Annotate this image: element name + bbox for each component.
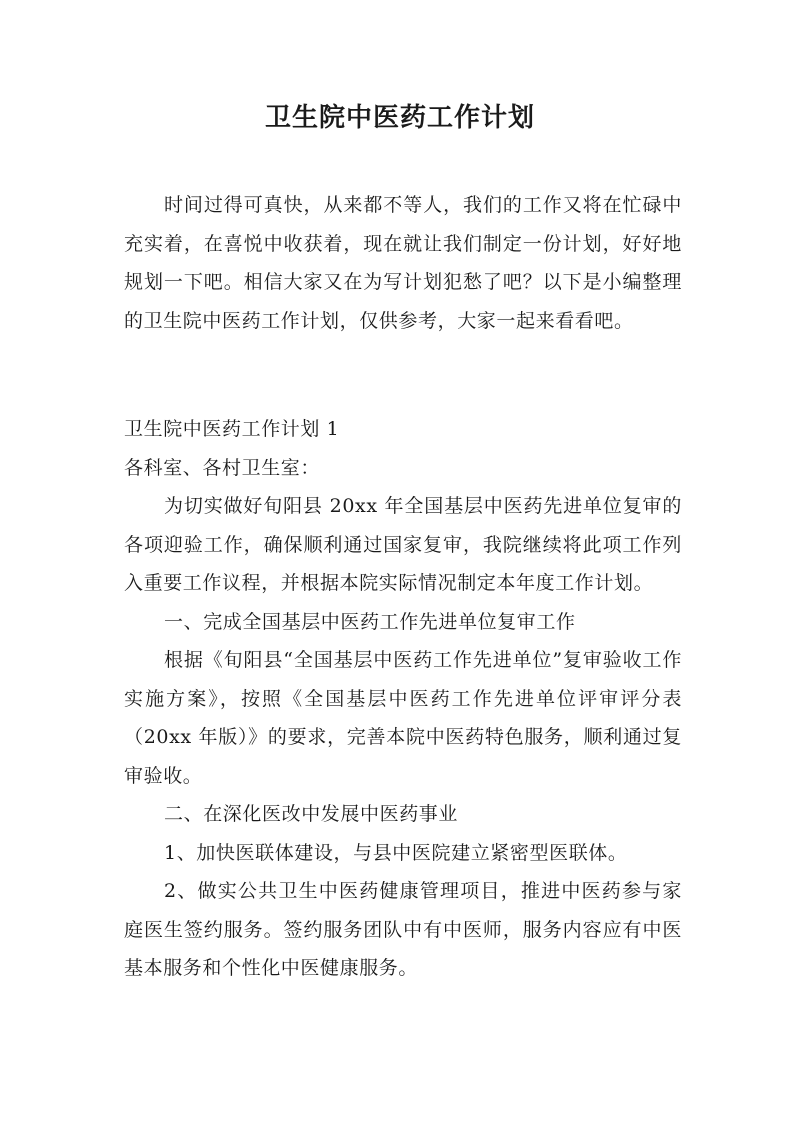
intro-block	[124, 186, 682, 340]
plan-section	[124, 410, 682, 988]
body-paragraph: 为切实做好旬阳县 20xx 年全国基层中医药先进单位复审的各项迎验工作，确保顺利通过国家复审，我院继续将此项工作列入重要工作议程，并根据本院实际情况制定本年度工作计划。	[124, 495, 682, 594]
intro-paragraph: 时间过得可真快，从来都不等人，我们的工作又将在忙碌中充实着，在喜悦中收获着，现在就让我们制定一份计划，好好地规划一下吧。相信大家又在为写计划犯愁了吧？以下是小编整理的卫生院中医药工作计划，仅供参考，大家一起来看看吧。	[124, 194, 682, 332]
list-item: 2、做实公共卫生中医药健康管理项目，推进中医药参与家庭医生签约服务。签约服务团队中有中医师，服务内容应有中医基本服务和个性化中医健康服务。	[124, 880, 682, 979]
heading-item: 二、在深化医改中发展中医药事业	[164, 803, 459, 825]
list-item: 1、加快医联体建设，与县中医院建立紧密型医联体。	[164, 841, 628, 864]
document-title: 卫生院中医药工作计划	[264, 103, 535, 133]
body-paragraph: 根据《旬阳县“全国基层中医药工作先进单位”复审验收工作实施方案》，按照《全国基层中医药工作先进单位评审评分表（20xx 年版）》的要求，完善本院中医药特色服务，顺利通过复审验收。	[124, 649, 682, 787]
heading-item: 一、完成全国基层中医药工作先进单位复审工作	[164, 610, 576, 633]
section-title: 卫生院中医药工作计划 1	[124, 418, 340, 440]
salutation: 各科室、各村卫生室：	[124, 456, 321, 479]
